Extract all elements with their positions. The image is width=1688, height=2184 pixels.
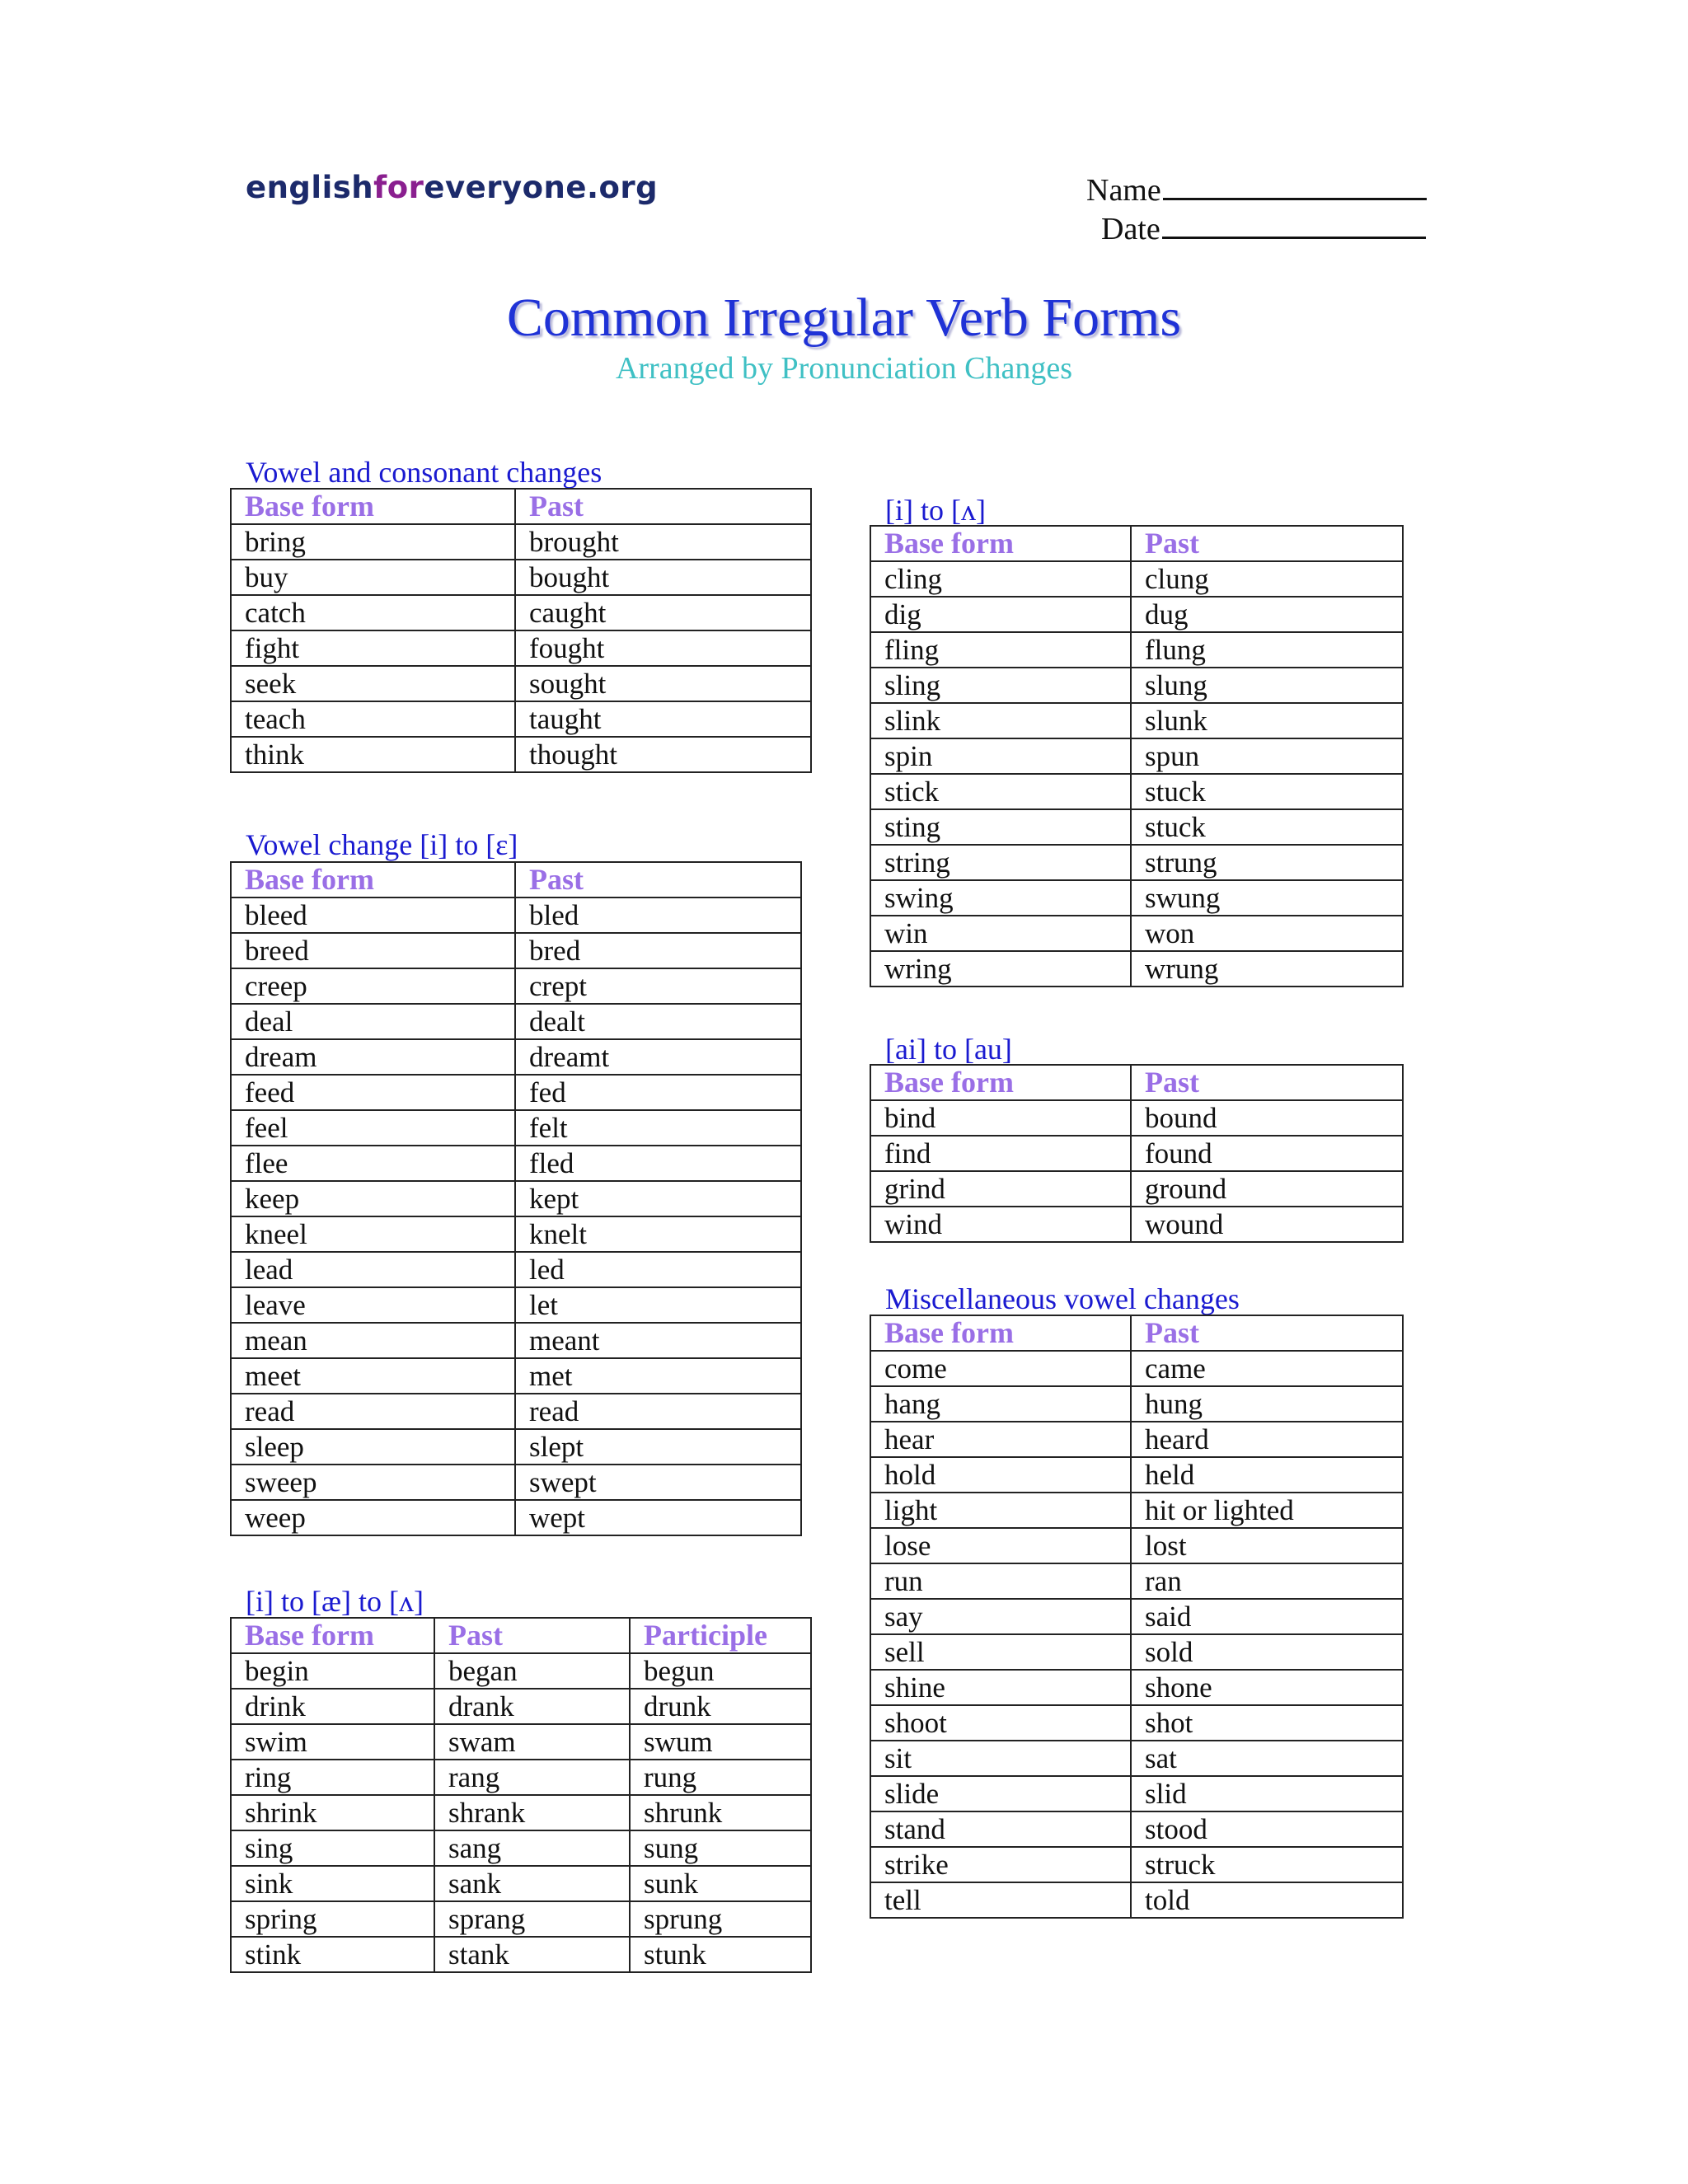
table-cell: came bbox=[1131, 1351, 1403, 1386]
table-cell: strike bbox=[870, 1847, 1131, 1882]
table-cell: sleep bbox=[231, 1429, 515, 1465]
table-cell: sting bbox=[870, 809, 1131, 845]
table-row bbox=[870, 880, 1403, 916]
table-row bbox=[870, 703, 1403, 738]
table-cell: held bbox=[1131, 1457, 1403, 1493]
table-cell: sat bbox=[1131, 1741, 1403, 1776]
table-cell: hung bbox=[1131, 1386, 1403, 1422]
table-row bbox=[231, 524, 811, 560]
table-cell: meet bbox=[231, 1358, 515, 1394]
table-cell: began bbox=[434, 1653, 630, 1689]
column-header: Base form bbox=[231, 1618, 434, 1653]
table-cell: light bbox=[870, 1493, 1131, 1528]
table-cell: felt bbox=[515, 1110, 801, 1146]
table-cell: bind bbox=[870, 1100, 1131, 1136]
table-cell: sit bbox=[870, 1741, 1131, 1776]
table-cell: swung bbox=[1131, 880, 1403, 916]
table-row bbox=[870, 951, 1403, 987]
table-cell: shoot bbox=[870, 1705, 1131, 1741]
table-row bbox=[870, 1386, 1403, 1422]
table-row bbox=[231, 1760, 811, 1795]
page-subtitle: Arranged by Pronunciation Changes bbox=[615, 351, 1073, 386]
table-cell: heard bbox=[1131, 1422, 1403, 1457]
table-row bbox=[231, 1146, 801, 1181]
table-cell: teach bbox=[231, 701, 515, 737]
table-row bbox=[231, 1830, 811, 1866]
table-cell: dig bbox=[870, 597, 1131, 632]
table-cell: sprang bbox=[434, 1901, 630, 1937]
table-cell: buy bbox=[231, 560, 515, 595]
table-cell: meant bbox=[515, 1323, 801, 1358]
table-cell: read bbox=[515, 1394, 801, 1429]
table-cell: keep bbox=[231, 1181, 515, 1216]
table-cell: creep bbox=[231, 968, 515, 1004]
table-row bbox=[870, 632, 1403, 668]
table-cell: dealt bbox=[515, 1004, 801, 1039]
table-cell: fed bbox=[515, 1075, 801, 1110]
name-label: Name bbox=[1086, 173, 1161, 208]
column-header: Past bbox=[515, 489, 811, 524]
table-cell: shone bbox=[1131, 1670, 1403, 1705]
table-cell: drank bbox=[434, 1689, 630, 1724]
table-row bbox=[231, 1500, 801, 1535]
table-cell: deal bbox=[231, 1004, 515, 1039]
table-cell: led bbox=[515, 1252, 801, 1287]
table-cell: think bbox=[231, 737, 515, 772]
table-row bbox=[231, 1004, 801, 1039]
table-cell: kept bbox=[515, 1181, 801, 1216]
table-cell: bring bbox=[231, 524, 515, 560]
table-cell: say bbox=[870, 1599, 1131, 1634]
table-cell: wring bbox=[870, 951, 1131, 987]
table-row bbox=[231, 1110, 801, 1146]
table-cell: strung bbox=[1131, 845, 1403, 880]
table-cell: knelt bbox=[515, 1216, 801, 1252]
table-row bbox=[870, 1670, 1403, 1705]
column-header: Base form bbox=[231, 862, 515, 898]
table-cell: shrank bbox=[434, 1795, 630, 1830]
table-cell: flee bbox=[231, 1146, 515, 1181]
table-header-row bbox=[231, 489, 811, 524]
table-cell: wound bbox=[1131, 1207, 1403, 1242]
table-cell: bought bbox=[515, 560, 811, 595]
page-title: Common Irregular Verb Forms bbox=[506, 288, 1182, 348]
table-cell: begun bbox=[630, 1653, 811, 1689]
table-cell: stick bbox=[870, 774, 1131, 809]
table-cell: stuck bbox=[1131, 809, 1403, 845]
table-cell: swim bbox=[231, 1724, 434, 1760]
date-blank-line bbox=[1162, 209, 1426, 239]
table-cell: shot bbox=[1131, 1705, 1403, 1741]
table-row bbox=[870, 1207, 1403, 1242]
table-cell: flung bbox=[1131, 632, 1403, 668]
column-header: Past bbox=[1131, 526, 1403, 561]
table-cell: spring bbox=[231, 1901, 434, 1937]
table-row bbox=[231, 1724, 811, 1760]
table-row bbox=[870, 1457, 1403, 1493]
table-row bbox=[870, 1136, 1403, 1171]
table-cell: said bbox=[1131, 1599, 1403, 1634]
table-cell: find bbox=[870, 1136, 1131, 1171]
table-cell: sling bbox=[870, 668, 1131, 703]
table-cell: slide bbox=[870, 1776, 1131, 1811]
table-row bbox=[231, 898, 801, 933]
table-row bbox=[870, 1811, 1403, 1847]
table-cell: thought bbox=[515, 737, 811, 772]
table-row bbox=[231, 737, 811, 772]
table-cell: caught bbox=[515, 595, 811, 630]
table-cell: told bbox=[1131, 1882, 1403, 1918]
table-cell: feed bbox=[231, 1075, 515, 1110]
table-cell: slunk bbox=[1131, 703, 1403, 738]
table-row bbox=[870, 1599, 1403, 1634]
section-title: [i] to [æ] to [ʌ] bbox=[246, 1585, 424, 1618]
table-cell: drunk bbox=[630, 1689, 811, 1724]
table-row bbox=[231, 1394, 801, 1429]
table-cell: spun bbox=[1131, 738, 1403, 774]
table-row bbox=[870, 1493, 1403, 1528]
table-cell: come bbox=[870, 1351, 1131, 1386]
table-row bbox=[231, 1689, 811, 1724]
table-cell: struck bbox=[1131, 1847, 1403, 1882]
table-row bbox=[870, 1171, 1403, 1207]
table-cell: tell bbox=[870, 1882, 1131, 1918]
name-field bbox=[1086, 170, 1427, 209]
table-cell: taught bbox=[515, 701, 811, 737]
table-cell: rang bbox=[434, 1760, 630, 1795]
table-cell: leave bbox=[231, 1287, 515, 1323]
section-title: [ai] to [au] bbox=[885, 1033, 1012, 1066]
table-header-row bbox=[870, 526, 1403, 561]
table-cell: breed bbox=[231, 933, 515, 968]
table-cell: mean bbox=[231, 1323, 515, 1358]
table-cell: win bbox=[870, 916, 1131, 951]
table-cell: dream bbox=[231, 1039, 515, 1075]
table-cell: dug bbox=[1131, 597, 1403, 632]
table-cell: wept bbox=[515, 1500, 801, 1535]
section-title: [i] to [ʌ] bbox=[885, 494, 986, 527]
section-title: Vowel and consonant changes bbox=[246, 456, 603, 489]
table-cell: begin bbox=[231, 1653, 434, 1689]
table-row bbox=[231, 1181, 801, 1216]
table-row bbox=[870, 1705, 1403, 1741]
table-cell: fought bbox=[515, 630, 811, 666]
table-cell: sung bbox=[630, 1830, 811, 1866]
verb-table bbox=[230, 861, 802, 1536]
table-row bbox=[231, 595, 811, 630]
table-row bbox=[231, 1287, 801, 1323]
table-cell: shrink bbox=[231, 1795, 434, 1830]
section-title: Vowel change [i] to [ɛ] bbox=[246, 828, 518, 861]
table-cell: fled bbox=[515, 1146, 801, 1181]
site-name-part: english bbox=[246, 170, 374, 205]
table-row bbox=[870, 809, 1403, 845]
table-cell: wrung bbox=[1131, 951, 1403, 987]
table-row bbox=[870, 774, 1403, 809]
verb-table bbox=[870, 525, 1404, 987]
table-row bbox=[870, 1776, 1403, 1811]
table-cell: kneel bbox=[231, 1216, 515, 1252]
table-cell: hang bbox=[870, 1386, 1131, 1422]
table-cell: won bbox=[1131, 916, 1403, 951]
table-row bbox=[870, 1847, 1403, 1882]
column-header: Past bbox=[1131, 1065, 1403, 1100]
table-row bbox=[870, 597, 1403, 632]
table-cell: bled bbox=[515, 898, 801, 933]
table-cell: sing bbox=[231, 1830, 434, 1866]
table-cell: catch bbox=[231, 595, 515, 630]
table-cell: stood bbox=[1131, 1811, 1403, 1847]
table-cell: sprung bbox=[630, 1901, 811, 1937]
column-header: Base form bbox=[870, 1065, 1131, 1100]
column-header: Base form bbox=[870, 526, 1131, 561]
table-row bbox=[870, 916, 1403, 951]
table-cell: bound bbox=[1131, 1100, 1403, 1136]
table-row bbox=[870, 1882, 1403, 1918]
table-header-row bbox=[870, 1315, 1403, 1351]
table-cell: slung bbox=[1131, 668, 1403, 703]
table-cell: met bbox=[515, 1358, 801, 1394]
table-row bbox=[870, 1100, 1403, 1136]
table-row bbox=[870, 845, 1403, 880]
table-cell: bleed bbox=[231, 898, 515, 933]
table-cell: swam bbox=[434, 1724, 630, 1760]
table-cell: fling bbox=[870, 632, 1131, 668]
table-cell: lost bbox=[1131, 1528, 1403, 1563]
table-row bbox=[231, 1252, 801, 1287]
table-header-row bbox=[231, 862, 801, 898]
table-cell: swept bbox=[515, 1465, 801, 1500]
table-row bbox=[231, 1216, 801, 1252]
table-row bbox=[870, 1741, 1403, 1776]
table-row bbox=[231, 1866, 811, 1901]
table-cell: crept bbox=[515, 968, 801, 1004]
table-cell: found bbox=[1131, 1136, 1403, 1171]
table-row bbox=[231, 1039, 801, 1075]
table-cell: let bbox=[515, 1287, 801, 1323]
table-cell: slept bbox=[515, 1429, 801, 1465]
table-row bbox=[870, 561, 1403, 597]
table-cell: swum bbox=[630, 1724, 811, 1760]
table-cell: run bbox=[870, 1563, 1131, 1599]
table-cell: drink bbox=[231, 1689, 434, 1724]
table-cell: brought bbox=[515, 524, 811, 560]
verb-table bbox=[870, 1064, 1404, 1243]
table-cell: sunk bbox=[630, 1866, 811, 1901]
table-cell: weep bbox=[231, 1500, 515, 1535]
table-row bbox=[231, 1653, 811, 1689]
table-cell: sink bbox=[231, 1866, 434, 1901]
table-cell: slink bbox=[870, 703, 1131, 738]
table-cell: feel bbox=[231, 1110, 515, 1146]
table-cell: seek bbox=[231, 666, 515, 701]
table-row bbox=[231, 1937, 811, 1972]
table-cell: stand bbox=[870, 1811, 1131, 1847]
table-cell: stunk bbox=[630, 1937, 811, 1972]
table-cell: cling bbox=[870, 561, 1131, 597]
table-header-row bbox=[870, 1065, 1403, 1100]
section-title: Miscellaneous vowel changes bbox=[885, 1282, 1240, 1315]
table-row bbox=[231, 1323, 801, 1358]
table-cell: spin bbox=[870, 738, 1131, 774]
table-row bbox=[870, 738, 1403, 774]
table-cell: lose bbox=[870, 1528, 1131, 1563]
site-name-part: everyone.org bbox=[424, 170, 659, 205]
table-row bbox=[231, 1358, 801, 1394]
table-cell: stink bbox=[231, 1937, 434, 1972]
table-cell: fight bbox=[231, 630, 515, 666]
table-header-row bbox=[231, 1618, 811, 1653]
table-cell: wind bbox=[870, 1207, 1131, 1242]
table-row bbox=[231, 701, 811, 737]
table-row bbox=[231, 968, 801, 1004]
table-row bbox=[870, 1528, 1403, 1563]
table-cell: grind bbox=[870, 1171, 1131, 1207]
table-cell: rung bbox=[630, 1760, 811, 1795]
table-row bbox=[231, 1429, 801, 1465]
column-header: Base form bbox=[231, 489, 515, 524]
table-cell: sweep bbox=[231, 1465, 515, 1500]
table-cell: dreamt bbox=[515, 1039, 801, 1075]
verb-table bbox=[230, 488, 812, 773]
table-row bbox=[870, 1422, 1403, 1457]
table-row bbox=[231, 666, 811, 701]
table-row bbox=[870, 1351, 1403, 1386]
table-cell: shrunk bbox=[630, 1795, 811, 1830]
column-header: Participle bbox=[630, 1618, 811, 1653]
table-cell: sold bbox=[1131, 1634, 1403, 1670]
column-header: Past bbox=[1131, 1315, 1403, 1351]
table-row bbox=[870, 668, 1403, 703]
table-cell: ground bbox=[1131, 1171, 1403, 1207]
table-cell: ran bbox=[1131, 1563, 1403, 1599]
table-row bbox=[231, 1901, 811, 1937]
table-cell: read bbox=[231, 1394, 515, 1429]
table-row bbox=[231, 1465, 801, 1500]
table-cell: shine bbox=[870, 1670, 1131, 1705]
column-header: Base form bbox=[870, 1315, 1131, 1351]
table-cell: swing bbox=[870, 880, 1131, 916]
table-cell: sank bbox=[434, 1866, 630, 1901]
table-cell: hear bbox=[870, 1422, 1131, 1457]
site-logo-text bbox=[246, 170, 658, 205]
table-cell: string bbox=[870, 845, 1131, 880]
table-cell: lead bbox=[231, 1252, 515, 1287]
site-name-part-highlight: for bbox=[373, 170, 424, 205]
date-field bbox=[1101, 209, 1426, 247]
name-blank-line bbox=[1163, 170, 1427, 200]
table-row bbox=[231, 1795, 811, 1830]
table-cell: sell bbox=[870, 1634, 1131, 1670]
table-cell: clung bbox=[1131, 561, 1403, 597]
table-row bbox=[231, 630, 811, 666]
column-header: Past bbox=[434, 1618, 630, 1653]
table-cell: bred bbox=[515, 933, 801, 968]
date-label: Date bbox=[1101, 212, 1160, 246]
column-header: Past bbox=[515, 862, 801, 898]
table-cell: sang bbox=[434, 1830, 630, 1866]
table-cell: hold bbox=[870, 1457, 1131, 1493]
table-cell: ring bbox=[231, 1760, 434, 1795]
table-cell: slid bbox=[1131, 1776, 1403, 1811]
table-row bbox=[231, 1075, 801, 1110]
verb-table bbox=[230, 1617, 812, 1973]
table-row bbox=[870, 1634, 1403, 1670]
table-row bbox=[870, 1563, 1403, 1599]
table-row bbox=[231, 933, 801, 968]
table-cell: hit or lighted bbox=[1131, 1493, 1403, 1528]
table-cell: stuck bbox=[1131, 774, 1403, 809]
table-cell: stank bbox=[434, 1937, 630, 1972]
table-row bbox=[231, 560, 811, 595]
verb-table bbox=[870, 1315, 1404, 1919]
table-cell: sought bbox=[515, 666, 811, 701]
